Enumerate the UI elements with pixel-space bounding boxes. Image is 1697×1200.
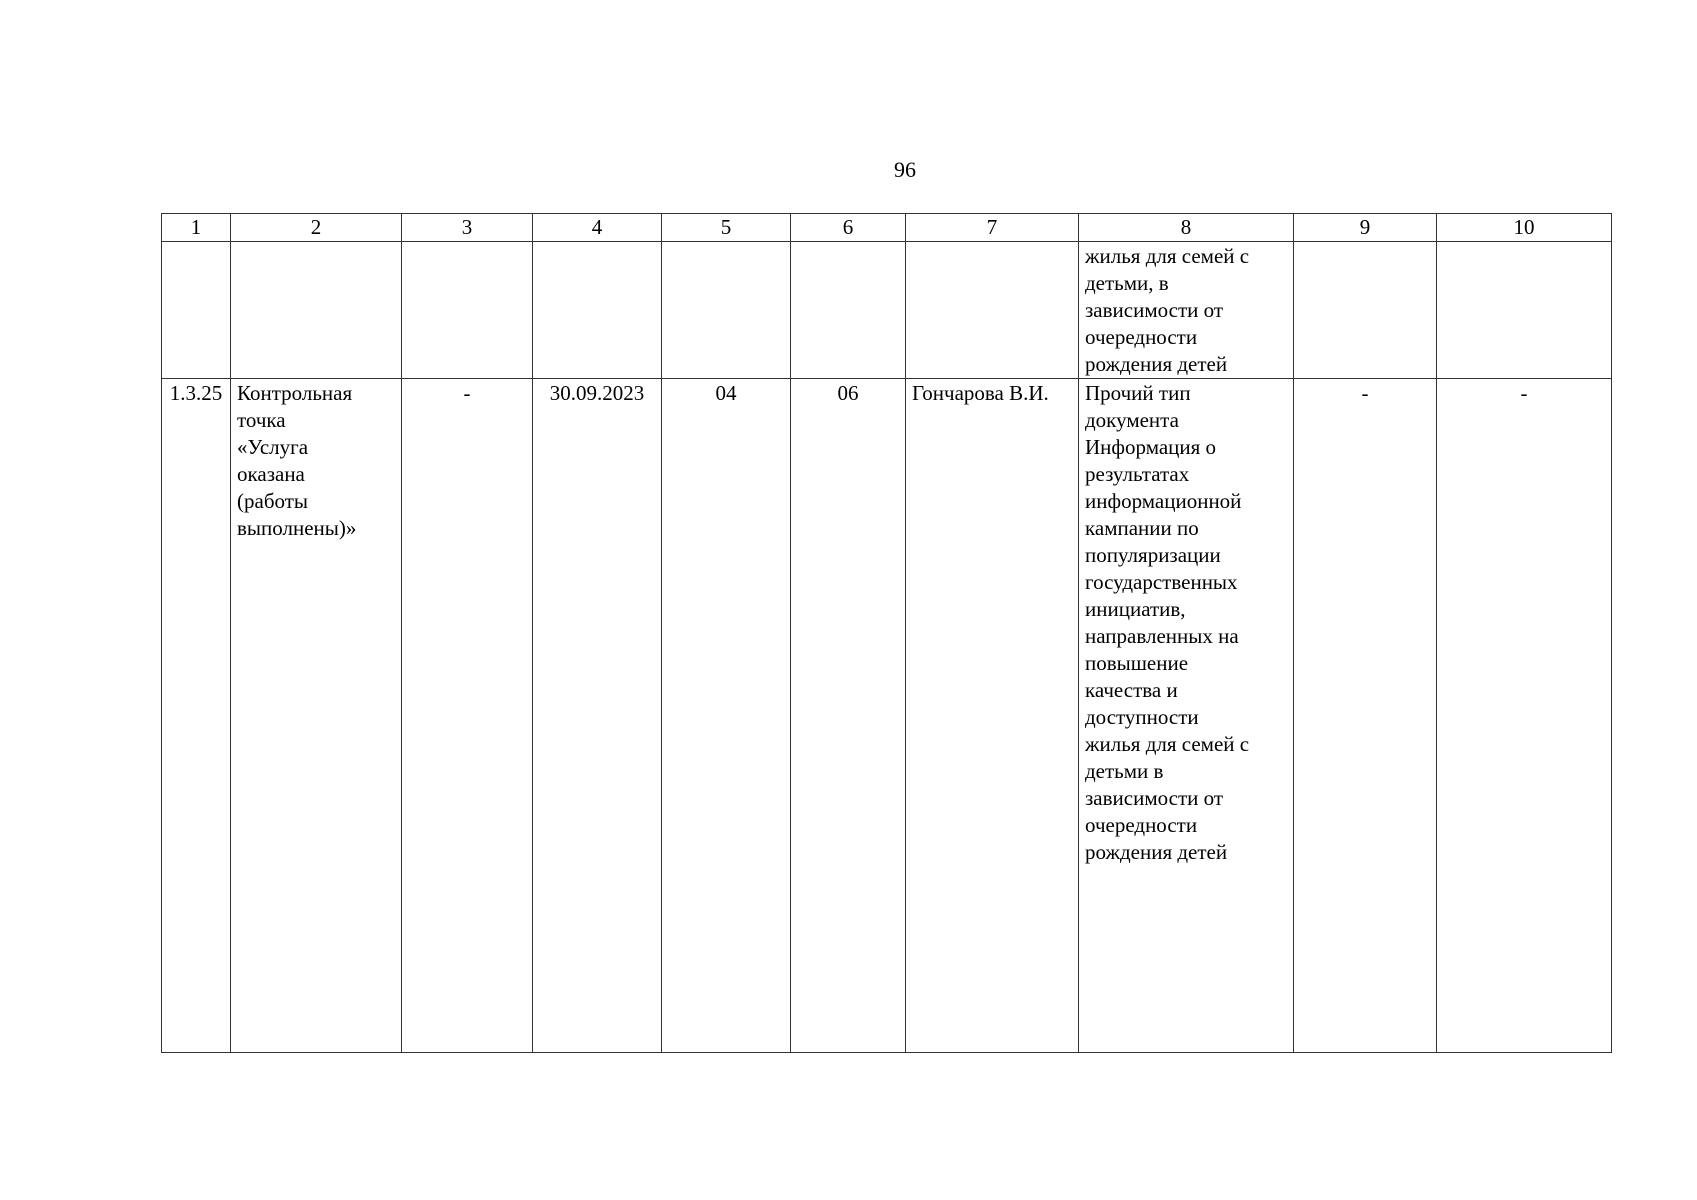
cell-col5: 04 xyxy=(662,379,791,1053)
table-row-1-3-25 xyxy=(162,379,1612,1053)
cell-col6: 06 xyxy=(791,379,906,1053)
header-cell-5: 5 xyxy=(662,214,791,242)
cell-document: жилья для семей с детьми, в зависимости от очередности рождения детей xyxy=(1079,242,1294,379)
header-cell-10: 10 xyxy=(1437,214,1612,242)
cell-number: 1.3.25 xyxy=(162,379,231,1053)
cell-date: 30.09.2023 xyxy=(533,379,662,1053)
plan-table xyxy=(161,213,1612,1053)
cell-col9: - xyxy=(1294,379,1437,1053)
cell-col10: - xyxy=(1437,379,1612,1053)
header-cell-8: 8 xyxy=(1079,214,1294,242)
cell-col9 xyxy=(1294,242,1437,379)
header-cell-4: 4 xyxy=(533,214,662,242)
header-cell-7: 7 xyxy=(906,214,1079,242)
header-cell-2: 2 xyxy=(231,214,402,242)
cell-col10 xyxy=(1437,242,1612,379)
page-number: 96 xyxy=(894,157,916,182)
cell-col3: - xyxy=(402,379,533,1053)
cell-name xyxy=(231,242,402,379)
table-row-continuation xyxy=(162,242,1612,379)
cell-responsible: Гончарова В.И. xyxy=(906,379,1079,1053)
cell-date xyxy=(533,242,662,379)
cell-name: Контрольная точка «Услуга оказана (работы выполнены)» xyxy=(231,379,402,1053)
header-cell-9: 9 xyxy=(1294,214,1437,242)
cell-number xyxy=(162,242,231,379)
cell-col5 xyxy=(662,242,791,379)
cell-col6 xyxy=(791,242,906,379)
cell-responsible xyxy=(906,242,1079,379)
header-cell-3: 3 xyxy=(402,214,533,242)
cell-col3 xyxy=(402,242,533,379)
header-cell-6: 6 xyxy=(791,214,906,242)
cell-document: Прочий тип документа Информация о результатах информационной кампании по популяризации государственных инициатив, направленных на повышение качества и доступности жилья для семей с детьми в зависимости от очередности рождения детей xyxy=(1079,379,1294,1053)
header-row xyxy=(162,214,1612,242)
header-cell-1: 1 xyxy=(162,214,231,242)
